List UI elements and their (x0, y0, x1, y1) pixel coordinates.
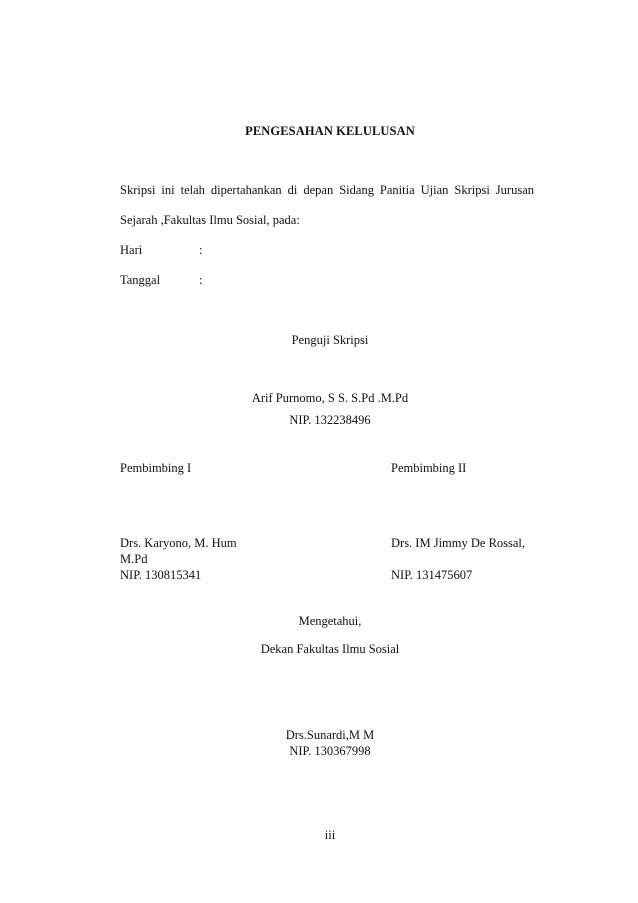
supervisor-1-heading: Pembimbing I (120, 461, 192, 475)
examiner-heading: Penguji Skripsi (291, 333, 369, 347)
field-label-tanggal: Tanggal (120, 273, 161, 287)
examiner-name: Arif Purnomo, S S. S.Pd .M.Pd (251, 391, 409, 405)
approval-heading: Mengetahui, (298, 614, 362, 628)
approval-role: Dekan Fakultas Ilmu Sosial (260, 642, 400, 656)
page-number: iii (324, 828, 336, 842)
supervisor-1-nip: NIP. 130815341 (120, 568, 202, 582)
approval-nip: NIP. 130367998 (289, 744, 371, 758)
field-label-hari: Hari (120, 243, 143, 257)
supervisor-1-name: Drs. Karyono, M. Hum (120, 536, 237, 550)
supervisor-2-nip: NIP. 131475607 (391, 568, 473, 582)
supervisor-1-name-cont: M.Pd (120, 552, 148, 566)
intro-line-1: Skripsi ini telah dipertahankan di depan Sidang Panitia Ujian Skripsi Jurusan (120, 183, 534, 197)
field-colon-hari: : (199, 243, 203, 257)
intro-line-2: Sejarah ,Fakultas Ilmu Sosial, pada: (120, 213, 300, 227)
page-title: PENGESAHAN KELULUSAN (245, 124, 415, 138)
supervisor-2-name: Drs. IM Jimmy De Rossal, (391, 536, 526, 550)
supervisor-2-heading: Pembimbing II (391, 461, 467, 475)
field-colon-tanggal: : (199, 273, 203, 287)
examiner-nip: NIP. 132238496 (289, 413, 371, 427)
approval-name: Drs.Sunardi,M M (285, 728, 375, 742)
